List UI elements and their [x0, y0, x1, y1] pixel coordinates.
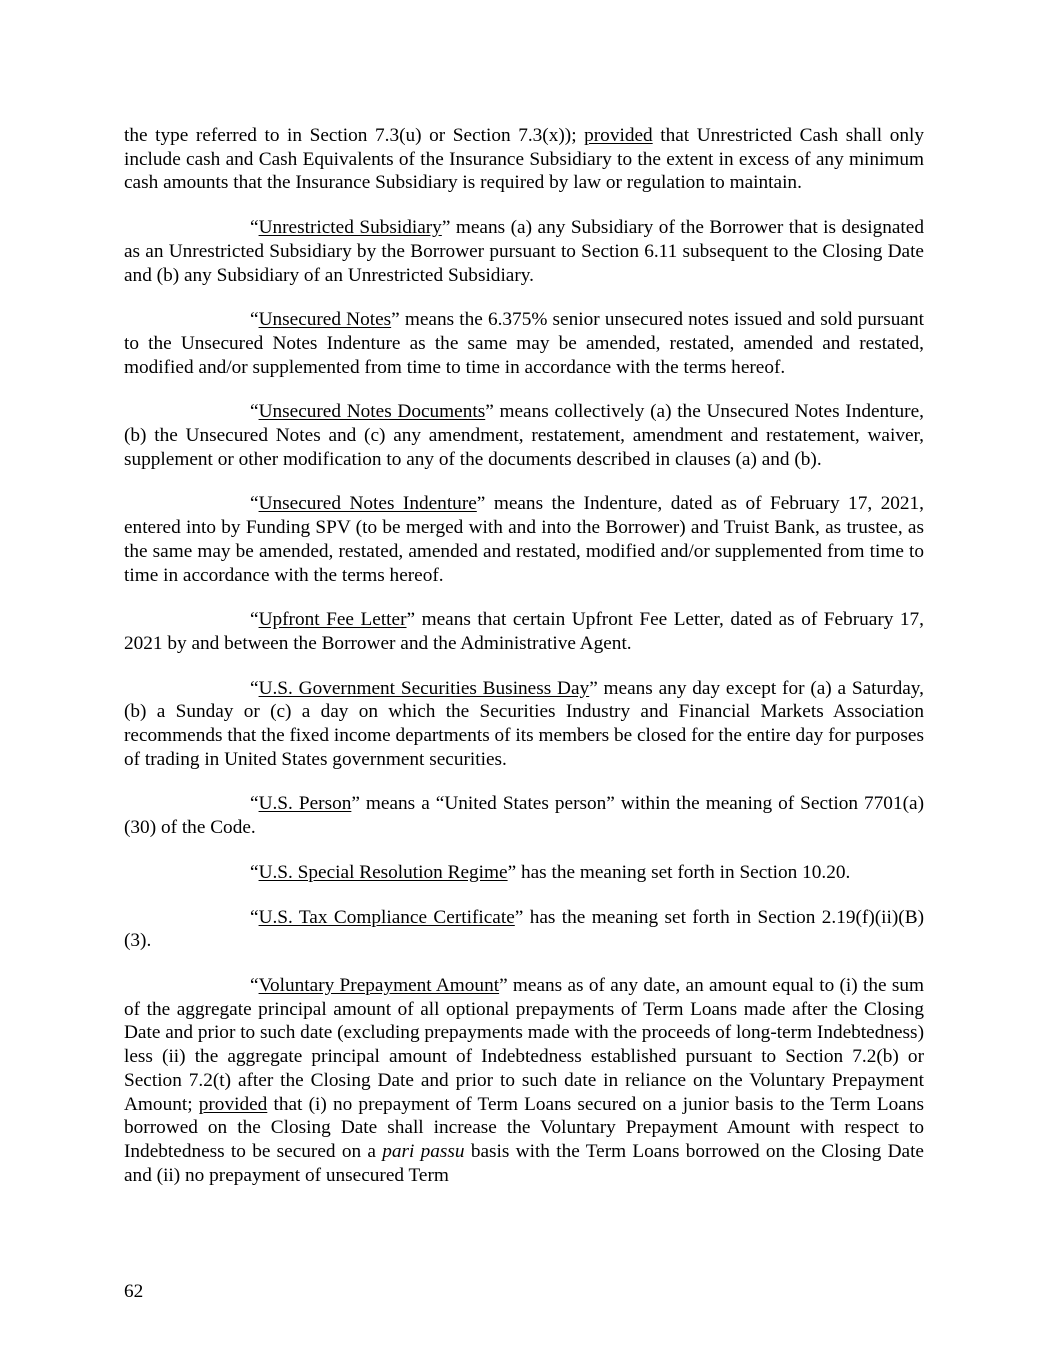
italic-term: pari passu: [382, 1140, 465, 1162]
definition-text: means the 6.375% senior unsecured notes issued and sold pursuant to the Unsecured Notes Indenture as the same may be amended, restated, amended and restated, modified and/or supplemented from time to time in accordance with the terms hereof.: [124, 309, 924, 378]
definition-text: basis with the Term Loans borrowed on the Closing Date and (ii) no prepayment of unsecured Term: [124, 1140, 924, 1186]
defined-term: Unsecured Notes Documents: [258, 401, 486, 423]
defined-term: Unrestricted Subsidiary: [258, 217, 442, 239]
defined-term: U.S. Tax Compliance Certificate: [258, 906, 515, 928]
text: that Unrestricted Cash shall only include cash and Cash Equivalents of the Insurance Subsidiary to the extent in excess of any minimum cash amounts that the Insurance Subsidiary is required by law or regulation to maintain.: [124, 125, 924, 194]
definition-unsecured-notes-documents: “Unsecured Notes Documents” means collectively (a) the Unsecured Notes Indenture, (b) the Unsecured Notes and (c) any amendment, restatement, amendment and restatement, waiver, supplement or other modification to any of the documents described in clauses (a) and (b).: [124, 401, 924, 470]
provided-term: provided: [584, 125, 653, 146]
defined-term: U.S. Government Securities Business Day: [258, 677, 590, 699]
paragraph-unrestricted-cash-continued: [124, 124, 924, 195]
definition-voluntary-prepayment-amount: “Voluntary Prepayment Amount” means as of any date, an amount equal to (i) the sum of the aggregate principal amount of all optional prepayments of Term Loans made after the Closing Date and prior to such date (excluding prepayments made with the proceeds of long-term Indebtedness) less (ii) the aggregate principal amount of Indebtedness established pursuant to Section 7.2(b) or Section 7.2(t) after the Closing Date and prior to such date in reliance on the Voluntary Prepayment Amount; provided that (i) no prepayment of Term Loans secured on a junior basis to the Term Loans borrowed on the Closing Date shall increase the Voluntary Prepayment Amount with respect to Indebtedness to be secured on a pari passu basis with the Term Loans borrowed on the Closing Date and (ii) no prepayment of unsecured Term: [124, 974, 924, 1186]
definition-text: means as of any date, an amount equal to (i) the sum of the aggregate principal amount of all optional prepayments of Term Loans made after the Closing Date and prior to such date (excluding prepayments made with the proceeds of long-term Indebtedness) less (ii) the aggregate principal amount of Indebtedness established pursuant to Section 7.2(b) or Section 7.2(t) after the Closing Date and prior to such date in reliance on the Voluntary Prepayment Amount;: [124, 974, 924, 1115]
definition-text: means collectively (a) the Unsecured Notes Indenture, (b) the Unsecured Notes and (c) any amendment, restatement, amendment and restatement, waiver, supplement or other modification to any of the documents described in clauses (a) and (b).: [124, 401, 924, 470]
definition-text: means any day except for (a) a Saturday, (b) a Sunday or (c) a day on which the Securities Industry and Financial Markets Association recommends that the fixed income departments of its members be closed for the entire day for purposes of trading in United States government securities.: [124, 677, 925, 770]
definition-text: has the meaning set forth in Section 2.19(f)(ii)(B)(3).: [124, 906, 924, 952]
definition-text: that (i) no prepayment of Term Loans secured on a junior basis to the Term Loans borrowed on the Closing Date shall increase the Voluntary Prepayment Amount with respect to Indebtedness to be secured on a: [124, 1093, 924, 1162]
definition-text: means that certain Upfront Fee Letter, dated as of February 17, 2021 by and between the Borrower and the Administrative Agent.: [124, 609, 924, 654]
definition-unsecured-notes-indenture: “Unsecured Notes Indenture” means the Indenture, dated as of February 17, 2021, entered into by Funding SPV (to be merged with and into the Borrower) and Truist Bank, as trustee, as the same may be amended, restated, amended and restated, modified and/or supplemented from time to time in accordance with the terms hereof.: [124, 493, 924, 586]
document-page: [124, 124, 924, 1208]
definition-unrestricted-subsidiary: “Unrestricted Subsidiary” means (a) any Subsidiary of the Borrower that is designated as an Unrestricted Subsidiary by the Borrower pursuant to Section 6.11 subsequent to the Closing Date and (b) any Subsidiary of an Unrestricted Subsidiary.: [124, 217, 924, 286]
definition-us-person: “U.S. Person” means a “United States person” within the meaning of Section 7701(a)(30) of the Code.: [124, 793, 924, 839]
definition-unsecured-notes: “Unsecured Notes” means the 6.375% senior unsecured notes issued and sold pursuant to the Unsecured Notes Indenture as the same may be amended, restated, amended and restated, modified and/or supplemented from time to time in accordance with the terms hereof.: [124, 309, 924, 378]
defined-term: Voluntary Prepayment Amount: [258, 974, 500, 996]
defined-term: Unsecured Notes Indenture: [258, 493, 477, 515]
definition-text: means (a) any Subsidiary of the Borrower that is designated as an Unrestricted Subsidiary by the Borrower pursuant to Section 6.11 subsequent to the Closing Date and (b) any Subsidiary of an Unrestricted Subsidiary.: [124, 217, 924, 286]
page-number: 62: [124, 1281, 144, 1302]
definition-us-special-resolution-regime: “U.S. Special Resolution Regime” has the meaning set forth in Section 10.20.: [250, 861, 851, 883]
definition-text: means the Indenture, dated as of February 17, 2021, entered into by Funding SPV (to be merged with and into the Borrower) and Truist Bank, as trustee, as the same may be amended, restated, amended and restated, modified and/or supplemented from time to time in accordance with the terms hereof.: [124, 493, 924, 586]
definition-us-tax-compliance-certificate: “U.S. Tax Compliance Certificate” has the meaning set forth in Section 2.19(f)(ii)(B)(3).: [124, 906, 924, 952]
definition-text: has the meaning set forth in Section 10.20.: [516, 861, 851, 883]
defined-term: U.S. Special Resolution Regime: [258, 861, 508, 883]
definition-us-gov-securities-business-day: “U.S. Government Securities Business Day” means any day except for (a) a Saturday, (b) a Sunday or (c) a day on which the Securities Industry and Financial Markets Association recommends that the fixed income departments of its members be closed for the entire day for purposes of trading in United States government securities.: [124, 677, 925, 770]
definition-text: means a “United States person” within the meaning of Section 7701(a)(30) of the Code.: [124, 793, 924, 839]
defined-term: U.S. Person: [258, 793, 352, 815]
provided-term: provided: [198, 1093, 268, 1115]
defined-term: Unsecured Notes: [258, 309, 392, 331]
defined-term: Upfront Fee Letter: [258, 609, 407, 631]
text: the type referred to in Section 7.3(u) or Section 7.3(x));: [124, 125, 585, 146]
definition-upfront-fee-letter: “Upfront Fee Letter” means that certain Upfront Fee Letter, dated as of February 17, 2021 by and between the Borrower and the Administrative Agent.: [124, 609, 924, 654]
